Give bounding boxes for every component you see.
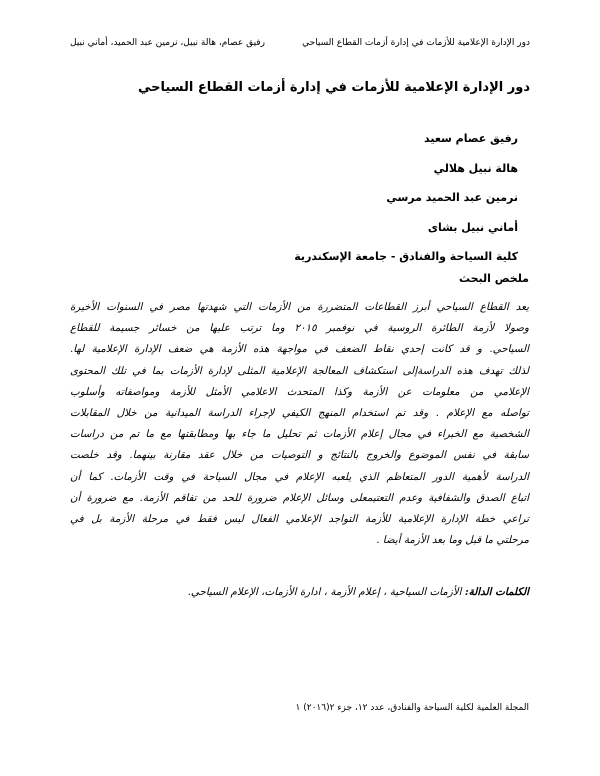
- abstract-line: لذلك تهدف هذه الدراسةإلى استكشاف المعالجة الإعلامية المثلى لإدارة الأزمات بما في تلك المحتوى: [70, 364, 529, 377]
- abstract-line: سابقة في نفس الموضوع والخروج بالنتائج و التوصيات من خلال عقد مقارنة بينهما. وقد خلصت: [70, 449, 529, 462]
- author-name: أماني نبيل بشاى: [427, 220, 518, 234]
- paper-title: دور الإدارة الإعلامية للأزمات في إدارة أزمات القطاع السياحي: [138, 80, 530, 95]
- author-name: نرمين عبد الحميد مرسي: [386, 191, 518, 204]
- author-name: هالة نبيل هلالي: [433, 161, 518, 175]
- abstract-line: الإعلامي من معلومات عن الأزمة وكذا المتحدث الاعلامي الأمثل للأزمة ومواصفاته وأسلوب: [70, 385, 529, 398]
- abstract-line: تواصله مع الإعلام . وقد تم استخدام المنهج الكيفي لإجراء الدراسة الميدانية من خلال المقابلات: [70, 407, 529, 420]
- author-name: رفيق عصام سعيد: [423, 132, 518, 145]
- abstract-line: تراعي خطة الإدارة الإعلامية للأزمة التواجد الإعلامي الفعال ليس فقط في مرحلة الأزمة بل في: [70, 513, 529, 526]
- abstract-line: يعد القطاع السياحي أبرز القطاعات المتضررة من الأزمات التي شهدتها مصر في السنوات الأخيرة: [70, 301, 529, 313]
- abstract-line: الدراسة لأهمية الدور المتعاظم الذي يلعبه الإعلام في مجال السياحة في وقت الأزمات. كما أن: [70, 470, 529, 483]
- running-head: [70, 38, 530, 52]
- keywords: [60, 586, 529, 598]
- abstract-body: [70, 297, 529, 551]
- abstract-heading: ملخص البحث: [458, 272, 529, 285]
- running-head-authors: رفيق عصام، هالة نبيل، نرمين عبد الحميد، أماني نبيل: [70, 38, 265, 48]
- abstract-line: مرحلتي ما قبل وما بعد الأزمة أيضا .: [376, 534, 529, 547]
- keywords-label: الكلمات الدالة:: [464, 586, 529, 598]
- page-footer: المجلة العلمية لكلية السياحة والفنادق، عدد ١٢، جزء ٢(٢٠١٦) ١: [295, 703, 529, 713]
- abstract-line: الشخصية مع الخبراء في مجال إعلام الأزمات ثم تحليل ما جاء بها ومطابقتها مع ما تم من دراسات: [70, 428, 529, 441]
- keywords-text: الأزمات السياحية ، إعلام الأزمة ، ادارة الأزمات، الإعلام السياحي.: [187, 586, 465, 598]
- author-affiliation: كلية السياحة والفنادق - جامعة الإسكندرية: [294, 250, 518, 263]
- abstract-line: وصولا لأزمة الطائرة الروسية في نوفمبر ٢٠١٥ وما ترتب عليها من خسائر جسيمة للقطاع: [70, 322, 529, 335]
- abstract-line: السياحي. و قد كانت إحدي نقاط الضعف في مواجهة هذه الأزمة هي ضعف الإدارة الإعلامية لها.: [70, 343, 529, 356]
- author-list: [218, 124, 518, 272]
- running-head-title: دور الإدارة الإعلامية للأزمات في إدارة أزمات القطاع السياحي: [302, 38, 530, 48]
- abstract-line: اتباع الصدق والشفافية وعدم التعتيمعلى وسائل الإعلام ضرورة للحد من تفاقم الأزمة. مع ضرورة أن: [70, 491, 529, 504]
